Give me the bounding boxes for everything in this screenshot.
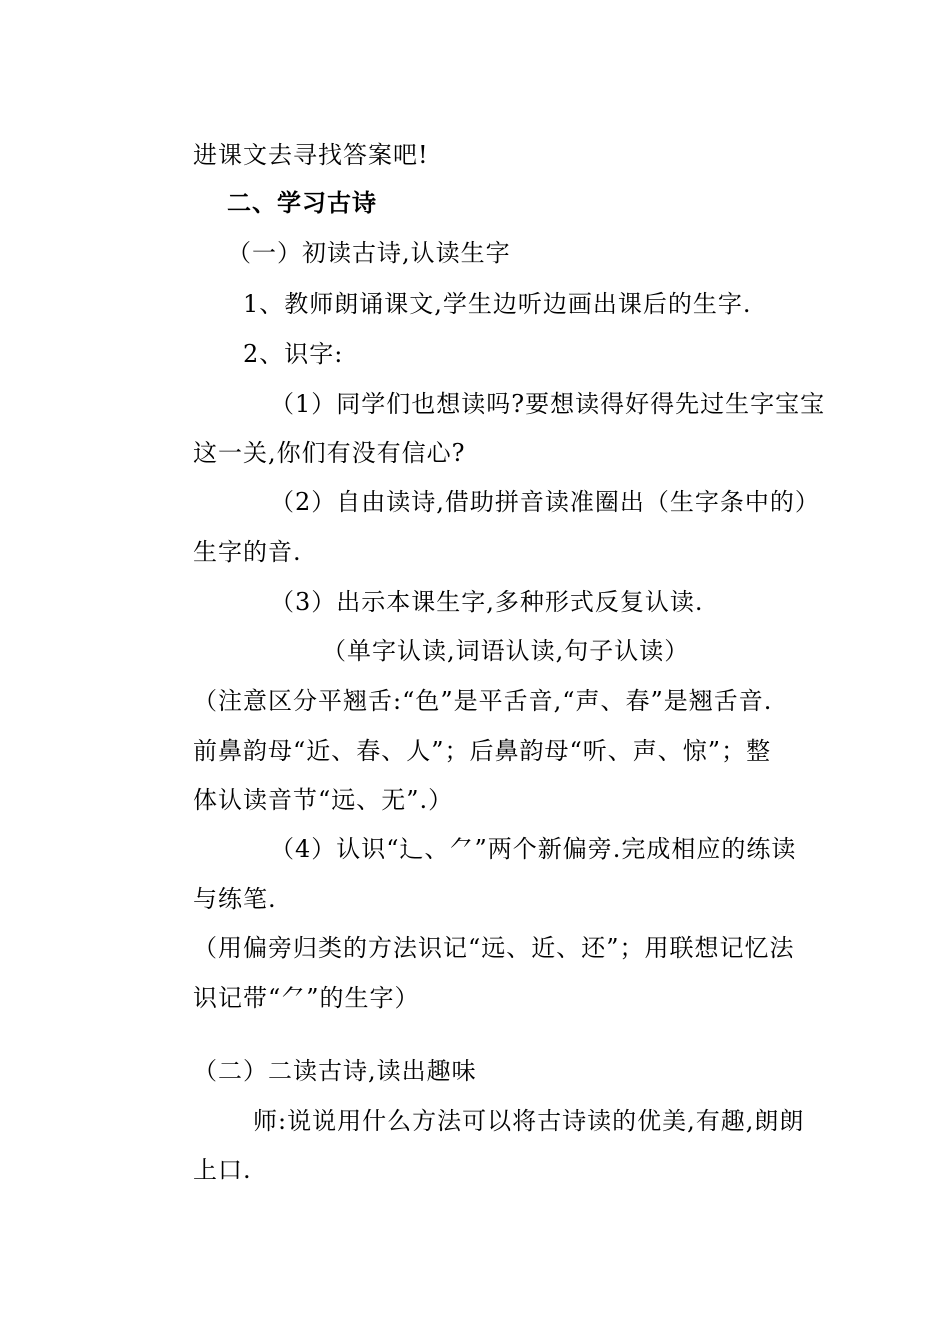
teacher-line-2: 上口.	[193, 1156, 252, 1184]
item-1-line-1: （1）同学们也想读吗?要想读得好得先过生字宝宝	[270, 390, 826, 418]
item-4-line-1: （4）认识“辶、⺈”两个新偏旁.完成相应的练读	[270, 835, 797, 863]
subsection-heading-2: （二）二读古诗,读出趣味	[193, 1057, 477, 1085]
note-line-2: 前鼻韵母“近、春、人”；后鼻韵母“听、声、惊”；整	[193, 737, 772, 765]
note-line-1: （注意区分平翘舌:“色”是平舌音,“声、春”是翘舌音.	[193, 687, 773, 715]
item-2-line-2: 生字的音.	[193, 538, 302, 566]
item-3-note: （单字认读,词语认读,句子认读）	[322, 637, 690, 665]
step-1: 1、教师朗诵课文,学生边听边画出课后的生字.	[243, 290, 752, 318]
note-line-3: 体认读音节“远、无”.）	[193, 786, 454, 814]
item-3: （3）出示本课生字,多种形式反复认读.	[270, 588, 704, 616]
section-heading-2: 二、学习古诗	[227, 188, 377, 217]
subsection-heading-1: （一）初读古诗,认读生字	[227, 239, 511, 267]
step-2: 2、识字:	[243, 340, 344, 368]
text-line-1: 进课文去寻找答案吧!	[193, 141, 429, 169]
item-4-line-2: 与练笔.	[193, 885, 277, 913]
note-2-line-1: （用偏旁归类的方法识记“远、近、还”；用联想记忆法	[193, 934, 795, 962]
teacher-line-1: 师:说说用什么方法可以将古诗读的优美,有趣,朗朗	[253, 1107, 805, 1135]
item-1-line-2: 这一关,你们有没有信心?	[193, 439, 466, 467]
note-2-line-2: 识记带“⺈”的生字）	[193, 984, 420, 1012]
item-2-line-1: （2）自由读诗,借助拼音读准圈出（生字条中的）	[270, 488, 820, 516]
